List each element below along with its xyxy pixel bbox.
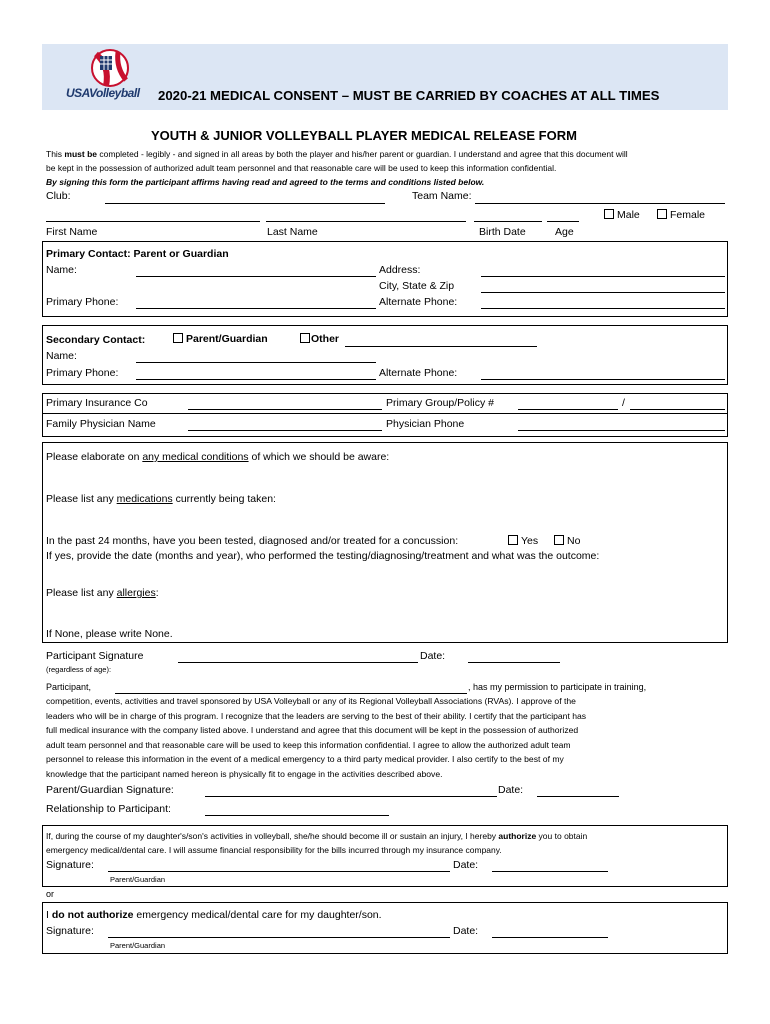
group-field[interactable] — [518, 409, 618, 410]
concussion-yes-option[interactable] — [508, 535, 538, 547]
secondary-parent-option[interactable] — [173, 333, 268, 345]
guardian-date-field[interactable] — [537, 796, 619, 797]
primary-insurance-field[interactable] — [188, 409, 382, 410]
male-option[interactable] — [604, 209, 640, 221]
concussion-followup: If yes, provide the date (months and year), who performed the testing/diagnosing/treatment and what was the outcome: — [46, 550, 600, 562]
alt-phone-label: Alternate Phone: — [379, 296, 458, 308]
team-name-label: Team Name: — [412, 190, 472, 202]
authorize-date-label: Date: — [453, 859, 479, 871]
authorize-line-1 — [46, 831, 587, 841]
parent-guardian-checkbox[interactable] — [173, 333, 183, 343]
primary-name-field[interactable] — [136, 276, 376, 277]
age-field[interactable] — [547, 221, 579, 222]
authorize-signature-field[interactable] — [108, 871, 450, 872]
physician-phone-field[interactable] — [518, 430, 725, 431]
not-authorize-signature-field[interactable] — [108, 937, 450, 938]
conditions-underlined: any medical conditions — [142, 451, 249, 463]
or-separator: or — [46, 889, 55, 899]
yes-label: Yes — [521, 535, 539, 547]
concussion-question — [46, 535, 458, 547]
permission-line: full medical insurance with the company listed above. I understand and agree that this document will be kept in the possession of authorized — [46, 725, 579, 736]
authorize-text-a: If, during the course of my daughter's/son's activities in volleyball, she/he should become ill or sustain an injury, I hereby — [46, 831, 499, 841]
birth-date-label: Birth Date — [479, 226, 526, 238]
authorize-line-2: emergency medical/dental care. I will assume financial responsibility for the bills incurred through my insurance company. — [46, 845, 502, 855]
secondary-alt-phone-label: Alternate Phone: — [379, 367, 458, 379]
authorize-bold: authorize — [498, 831, 537, 841]
not-authorize-text-a: I — [46, 909, 52, 921]
not-authorize-line — [46, 909, 382, 921]
club-field[interactable] — [105, 203, 385, 204]
not-authorize-date-label: Date: — [453, 925, 479, 937]
conditions-text-b: of which we should be aware: — [248, 451, 390, 463]
permission-line: knowledge that the participant named hereon is physically fit to engage in the activities described above. — [46, 768, 443, 779]
policy-slash: / — [622, 397, 625, 409]
age-label: Age — [555, 226, 574, 238]
participant-signature-field[interactable] — [178, 662, 418, 663]
if-none-note: If None, please write None. — [46, 628, 173, 640]
last-name-field[interactable] — [266, 221, 466, 222]
female-checkbox[interactable] — [657, 209, 667, 219]
physician-phone-label: Physician Phone — [386, 418, 465, 430]
secondary-contact-heading: Secondary Contact: — [46, 334, 146, 346]
other-field[interactable] — [345, 346, 537, 347]
intro-line-1 — [46, 149, 628, 159]
other-label: Other — [311, 333, 340, 345]
usa-volleyball-logo — [66, 46, 146, 104]
form-title: YOUTH & JUNIOR VOLLEYBALL PLAYER MEDICAL RELEASE FORM — [151, 128, 577, 143]
primary-phone-label: Primary Phone: — [46, 296, 119, 308]
allergies-prompt — [46, 587, 159, 599]
permission-line: competition, events, activities and travel sponsored by USA Volleyball or any of its Regional Volleyball Associations (RVAs). I approve of the — [46, 696, 576, 706]
relationship-field[interactable] — [205, 815, 389, 816]
concussion-text: In the past 24 months, have you been tested, diagnosed and/or treated for a concussion: — [46, 535, 459, 547]
relationship-label: Relationship to Participant: — [46, 803, 171, 815]
intro-line-2: be kept in the possession of authorized adult team personnel and that reasonable care will be used to keep this information confidential. — [46, 163, 557, 173]
regardless-note: (regardless of age): — [46, 665, 112, 674]
first-name-label: First Name — [46, 226, 98, 238]
insurance-divider — [42, 413, 728, 414]
secondary-alt-phone-field[interactable] — [481, 379, 725, 380]
first-name-field[interactable] — [46, 221, 260, 222]
medications-underlined: medications — [116, 493, 173, 505]
not-authorize-text-c: emergency medical/dental care for my daughter/son. — [133, 909, 382, 921]
allergies-underlined: allergies — [116, 587, 156, 599]
participant-date-field[interactable] — [468, 662, 560, 663]
guardian-date-label: Date: — [498, 784, 524, 796]
primary-phone-field[interactable] — [136, 308, 376, 309]
primary-insurance-label: Primary Insurance Co — [46, 397, 148, 409]
club-label: Club: — [46, 190, 71, 202]
secondary-name-field[interactable] — [136, 362, 376, 363]
medications-text-b: currently being taken: — [172, 493, 276, 505]
female-label: Female — [670, 209, 706, 221]
group-policy-label: Primary Group/Policy # — [386, 397, 494, 409]
city-field[interactable] — [481, 292, 725, 293]
authorize-text-c: you to obtain — [536, 831, 588, 841]
permission-paragraph — [46, 694, 730, 782]
female-option[interactable] — [657, 209, 705, 221]
authorize-parent-guardian-label: Parent/Guardian — [110, 875, 166, 884]
permission-line: leaders who will be in charge of this program. I recognize that the leaders are serving to the best of their ability. I certify that the participant has — [46, 710, 587, 721]
conditions-prompt — [46, 451, 389, 463]
last-name-label: Last Name — [267, 226, 318, 238]
medications-text-a: Please list any — [46, 493, 117, 505]
conditions-text-a: Please elaborate on — [46, 451, 143, 463]
participant-signature-label: Participant Signature — [46, 650, 144, 662]
alt-phone-field[interactable] — [481, 308, 725, 309]
no-label: No — [567, 535, 581, 547]
brand-text: USAVolleyball — [66, 86, 140, 100]
other-checkbox[interactable] — [300, 333, 310, 343]
primary-name-label: Name: — [46, 264, 77, 276]
city-label: City, State & Zip — [379, 280, 455, 292]
secondary-other-option[interactable] — [300, 333, 339, 345]
intro-bold: must be — [64, 149, 98, 159]
participant-label: Participant, — [46, 682, 92, 692]
birth-date-field[interactable] — [474, 221, 542, 222]
secondary-phone-field[interactable] — [136, 379, 376, 380]
address-field[interactable] — [481, 276, 725, 277]
allergies-text-b: : — [155, 587, 159, 599]
not-authorize-parent-guardian-label: Parent/Guardian — [110, 941, 166, 950]
permission-tail: , has my permission to participate in training, — [468, 682, 647, 692]
authorize-date-field[interactable] — [492, 871, 608, 872]
not-authorize-date-field[interactable] — [492, 937, 608, 938]
allergies-text-a: Please list any — [46, 587, 117, 599]
primary-contact-heading: Primary Contact: Parent or Guardian — [46, 248, 229, 260]
yes-checkbox[interactable] — [508, 535, 518, 545]
authorize-signature-label: Signature: — [46, 859, 94, 871]
no-checkbox[interactable] — [554, 535, 564, 545]
intro-line-3: By signing this form the participant affirms having read and agreed to the terms and conditions listed below. — [46, 177, 485, 187]
male-checkbox[interactable] — [604, 209, 614, 219]
permission-line: adult team personnel and that reasonable care will be used to keep this information confidential. I agree to allow the authorized adult team — [46, 739, 571, 750]
team-name-field[interactable] — [475, 203, 725, 204]
parent-guardian-label: Parent/Guardian — [186, 333, 268, 345]
male-label: Male — [617, 209, 640, 221]
medications-prompt — [46, 493, 276, 505]
concussion-no-option[interactable] — [554, 535, 580, 547]
guardian-signature-field[interactable] — [205, 796, 497, 797]
family-physician-field[interactable] — [188, 430, 382, 431]
header-title: 2020-21 MEDICAL CONSENT – MUST BE CARRIED BY COACHES AT ALL TIMES — [158, 88, 660, 103]
intro-text-a: This — [46, 149, 65, 159]
policy-field[interactable] — [630, 409, 725, 410]
secondary-name-label: Name: — [46, 350, 77, 362]
participant-date-label: Date: — [420, 650, 446, 662]
not-authorize-signature-label: Signature: — [46, 925, 94, 937]
family-physician-label: Family Physician Name — [46, 418, 156, 430]
secondary-phone-label: Primary Phone: — [46, 367, 119, 379]
address-label: Address: — [379, 264, 421, 276]
not-authorize-bold: do not authorize — [51, 909, 134, 921]
guardian-signature-label: Parent/Guardian Signature: — [46, 784, 174, 796]
permission-line: personnel to release this information in the event of a medical emergency to a third party medical provider. I also certify to the best of my — [46, 754, 564, 765]
intro-text-c: completed - legibly - and signed in all areas by both the player and his/her parent or guardian. I understand and agree that this document will — [97, 149, 628, 159]
